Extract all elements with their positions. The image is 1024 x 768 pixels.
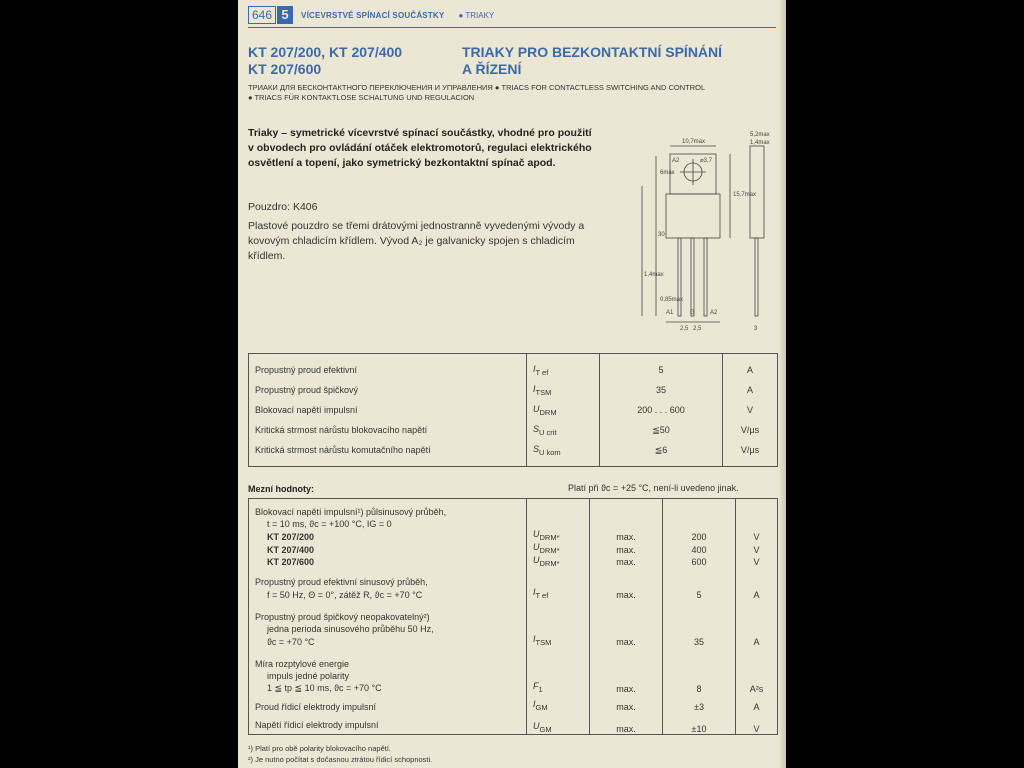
lead-a2 (704, 238, 707, 316)
label-a2-bottom: A2 (710, 310, 718, 316)
table-row (249, 420, 778, 440)
param-unit: V (723, 400, 778, 420)
param-name: Napětí řídicí elektrody impulsní (249, 712, 527, 735)
dim-6: 6max (660, 170, 675, 176)
translated-subtitles (248, 83, 778, 103)
param-condition: impuls jedné polarity (249, 669, 527, 681)
package-description: Plastové pouzdro se třemi drátovými jednostranně vyvedenými vývody a kovovým chladicím křídlem. Vývod A₂ je galvanicky spojen s chladicím křídlem. (248, 220, 585, 262)
param-name: Proud řídicí elektrody impulsní (249, 694, 527, 712)
param-unit: A (723, 380, 778, 400)
param-symbol: $U_{DRM*}$ (527, 555, 590, 568)
table-row (249, 517, 778, 529)
param-name: Propustný proud efektivní (249, 354, 527, 381)
param-value: 200 (663, 529, 736, 542)
param-name: Kritická strmost nárůstu komutačního napětí (249, 440, 527, 467)
page-header (248, 6, 494, 24)
label-a1: A1 (666, 310, 674, 316)
param-symbol: $U_{DRM*}$ (527, 529, 590, 542)
table-row (249, 681, 778, 694)
table-row (249, 354, 778, 381)
param-symbol: $S_{U kom}$ (527, 440, 600, 467)
param-symbol: $I_{T ef}$ (527, 587, 590, 600)
dim-side2: 1,4max (750, 140, 770, 146)
param-condition: 1 ≦ tp ≦ 10 ms, ϑc = +70 °C (249, 681, 527, 694)
param-name: Propustný proud efektivní sinusový průběh, (249, 567, 527, 587)
param-symbol: $I_{T ef}$ (527, 354, 600, 381)
param-qualifier: max. (590, 694, 663, 712)
param-condition: f = 50 Hz, Θ = 0°, zátěž R, ϑc = +70 °C (249, 587, 527, 600)
param-value: 8 (663, 681, 736, 694)
table-row (249, 587, 778, 600)
param-qualifier: max. (590, 681, 663, 694)
param-value: 600 (663, 555, 736, 568)
param-name: Propustný proud špičkový (249, 380, 527, 400)
param-value: 200 . . . 600 (600, 400, 723, 420)
label-a2-top: A2 (672, 158, 680, 164)
page-number: 646 (248, 6, 276, 24)
dim-lead-length: 30 (658, 232, 665, 238)
section-title: VÍCEVRSTVÉ SPÍNACÍ SOUČÁSTKY (301, 10, 445, 20)
dim-body-height: 15,7max (733, 192, 757, 198)
param-value: 5 (600, 354, 723, 381)
product-title-line2: A ŘÍZENÍ (462, 61, 522, 77)
lead-g (691, 238, 694, 316)
subsection-title: ● TRIAKY (458, 10, 495, 20)
dim-l: 1,4max (644, 272, 664, 278)
package-type: Pouzdro: K406 (248, 201, 318, 213)
param-symbol: $U_{DRM*}$ (527, 542, 590, 555)
subtitle-line1: ТРИАКИ ДЛЯ БЕСКОНТАКТНОГО ПЕРЕКЛЮЧЕНИЯ И УПРАВЛЕНИЯ ● TRIACS FOR CONTACTLESS SWITCHING AND CONTROL (248, 83, 706, 92)
param-value: 35 (663, 634, 736, 647)
param-qualifier: max. (590, 587, 663, 600)
table-row (249, 712, 778, 735)
param-value: ±3 (663, 694, 736, 712)
param-value: 5 (663, 587, 736, 600)
dim-lead-width: 0,85max (660, 297, 684, 303)
param-name: KT 207/200 (249, 529, 527, 542)
param-unit: A²s (736, 681, 778, 694)
param-symbol: $S_{U crit}$ (527, 420, 600, 440)
table-row (249, 600, 778, 622)
param-unit: A (736, 634, 778, 647)
dim-hole: ⌀3,7 (700, 158, 712, 164)
param-condition: ϑc = +70 °C (249, 634, 527, 647)
intro-paragraph: Triaky – symetrické vícevrstvé spínací součástky, vhodné pro použití v obvodech pro ovládání otáček elektromotorů, regulaci elektrického osvětlení a topení, jako symetrický bezkontaktní spínač apod. (248, 127, 592, 169)
param-symbol: $I_{TSM}$ (527, 380, 600, 400)
table-row (249, 542, 778, 555)
param-unit: V (736, 529, 778, 542)
plastic-body (666, 194, 720, 238)
dim-width: 10,7max (682, 139, 706, 145)
param-unit: V/μs (723, 420, 778, 440)
table-row (249, 499, 778, 518)
param-symbol: $I_{GM}$ (527, 694, 590, 712)
param-name: KT 207/600 (249, 555, 527, 568)
param-qualifier: max. (590, 634, 663, 647)
param-name: Propustný proud špičkový neopakovatelný²) (249, 600, 527, 622)
param-symbol: $U_{DRM}$ (527, 400, 600, 420)
footnotes (248, 743, 432, 765)
table-row (249, 694, 778, 712)
param-name: Blokovací napětí impulsní¹) půlsinusový průběh, (249, 499, 527, 518)
param-symbol: $I_{TSM}$ (527, 634, 590, 647)
table-row (249, 400, 778, 420)
limits-note: Platí při ϑc = +25 °C, není-li uvedeno jinak. (568, 483, 739, 493)
footnote-1: ¹) Platí pro obě polarity blokovacího napětí. (248, 744, 391, 753)
param-unit: V (736, 555, 778, 568)
table-row (249, 380, 778, 400)
param-value: ≦50 (600, 420, 723, 440)
header-divider (248, 27, 776, 28)
param-qualifier: max. (590, 712, 663, 735)
table-row (249, 669, 778, 681)
param-value: ≦6 (600, 440, 723, 467)
product-title (462, 44, 762, 78)
param-unit: V (736, 542, 778, 555)
part-numbers-line1: KT 207/200, KT 207/400 (248, 44, 403, 60)
param-value: 400 (663, 542, 736, 555)
package-drawing (630, 126, 780, 336)
param-name: Míra rozptylové energie (249, 647, 527, 669)
param-condition: t = 10 ms, ϑc = +100 °C, IG = 0 (249, 517, 527, 529)
param-condition: jedna perioda sinusového průběhu 50 Hz, (249, 622, 527, 634)
limits-title: Mezní hodnoty: (248, 484, 314, 494)
footnote-2: ²) Je nutno počítat s dočasnou ztrátou řídicí schopnosti. (248, 755, 433, 764)
table-row (249, 567, 778, 587)
table-row (249, 529, 778, 542)
label-g: G (690, 310, 695, 316)
table-row (249, 440, 778, 467)
product-title-line1: TRIAKY PRO BEZKONTAKTNÍ SPÍNÁNÍ (462, 44, 723, 60)
datasheet-page (238, 0, 786, 768)
param-name: Kritická strmost nárůstu blokovacího napětí (249, 420, 527, 440)
dim-side: 5,2max (750, 132, 770, 138)
side-view-lead (755, 238, 758, 316)
param-qualifier: max. (590, 542, 663, 555)
characteristics-table (248, 353, 778, 467)
chapter-number: 5 (277, 6, 293, 24)
param-unit: V (736, 712, 778, 735)
part-numbers-line2: KT 207/600 (248, 61, 322, 77)
table-row (249, 555, 778, 568)
param-unit: A (723, 354, 778, 381)
param-value: 35 (600, 380, 723, 400)
lead-a1 (678, 238, 681, 316)
param-name: KT 207/400 (249, 542, 527, 555)
table-row (249, 647, 778, 669)
dim-pitch1: 2,5 (680, 326, 689, 332)
table-row (249, 634, 778, 647)
param-unit: V/μs (723, 440, 778, 467)
param-value: ±10 (663, 712, 736, 735)
param-qualifier: max. (590, 555, 663, 568)
param-unit: A (736, 587, 778, 600)
table-row (249, 622, 778, 634)
param-symbol: $U_{GM}$ (527, 712, 590, 735)
dim-pitch2: 2,5 (693, 326, 702, 332)
param-name: Blokovací napětí impulsní (249, 400, 527, 420)
part-numbers (248, 44, 468, 78)
subtitle-line2: ● TRIACS FÜR KONTAKTLOSE SCHALTUNG UND REGULACION (248, 93, 475, 102)
param-unit: A (736, 694, 778, 712)
dim-side-3: 3 (754, 326, 758, 332)
param-qualifier: max. (590, 529, 663, 542)
param-symbol: $F_1$ (527, 681, 590, 694)
limits-table (248, 498, 778, 735)
